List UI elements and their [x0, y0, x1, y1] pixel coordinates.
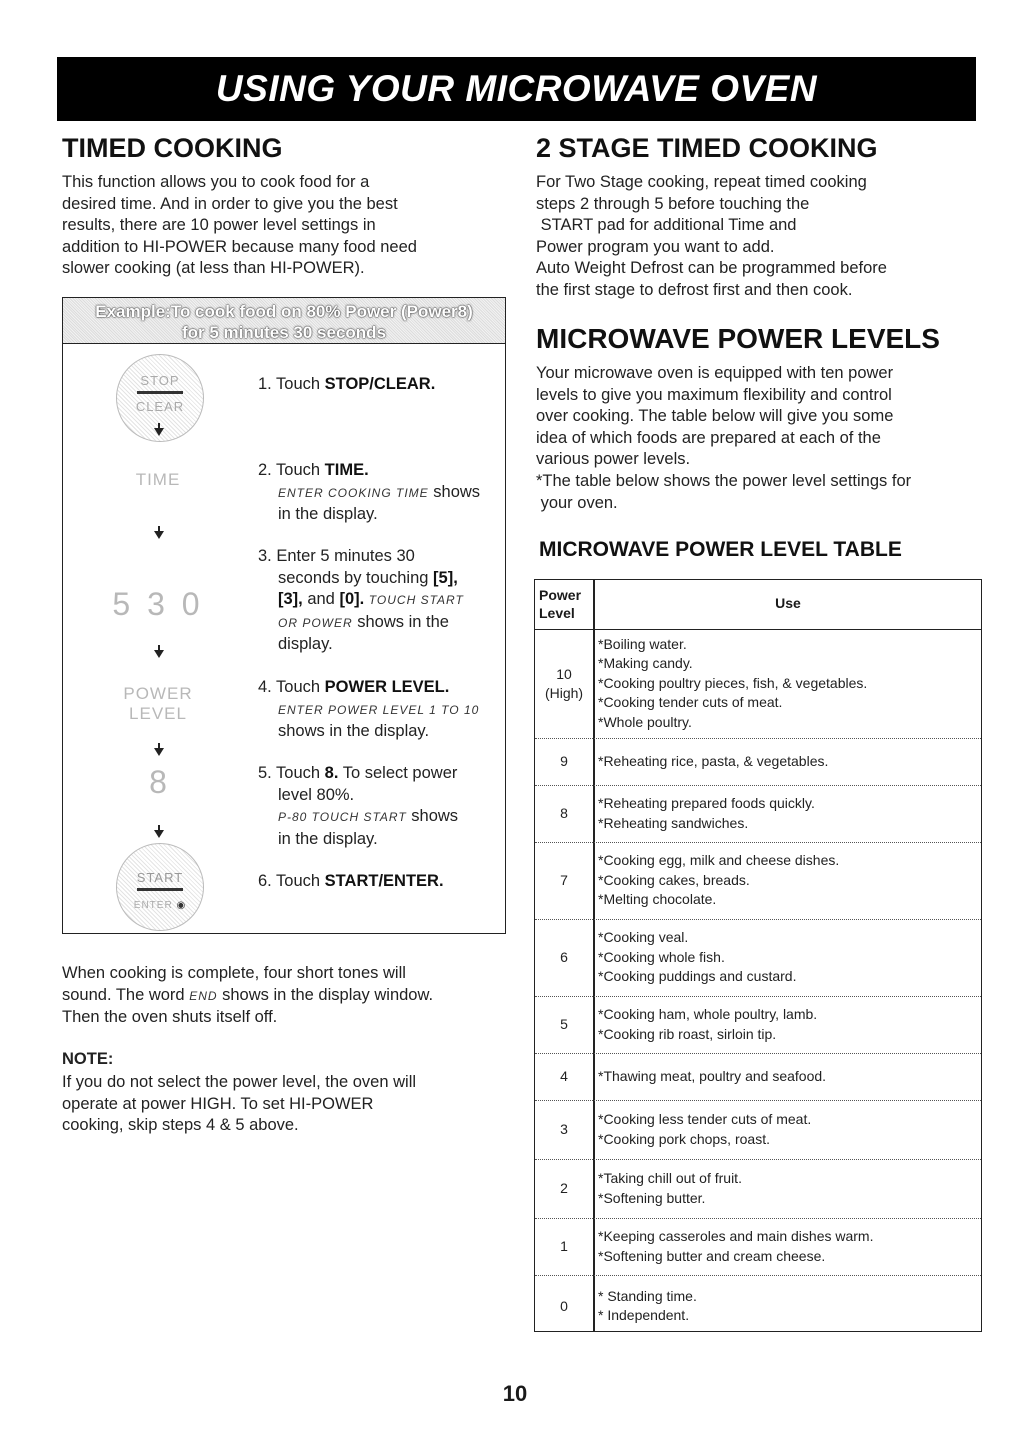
- power-level-cell: 5: [560, 1016, 568, 1032]
- use-line: *Reheating prepared foods quickly.: [598, 795, 815, 811]
- display-text: TOUCH START: [368, 593, 464, 608]
- use-cell: [598, 1110, 811, 1149]
- use-line: * Standing time.: [598, 1287, 697, 1304]
- power-level-cell: 2: [560, 1180, 568, 1196]
- down-arrow-icon: [154, 531, 164, 539]
- page-banner: USING YOUR MICROWAVE OVEN: [57, 57, 976, 121]
- table-row: [535, 842, 981, 920]
- table-header: [535, 580, 981, 630]
- power-table-title: MICROWAVE POWER LEVEL TABLE: [539, 538, 902, 561]
- use-line: *Cooking pork chops, roast.: [598, 1130, 770, 1147]
- use-line: *Thawing meat, poultry and seafood.: [598, 1067, 827, 1084]
- enter-label-wrap: [117, 900, 203, 911]
- use-line: *Cooking rib roast, sirloin tip.: [598, 1025, 777, 1042]
- digits-lcd: 5 3 0: [112, 586, 204, 622]
- power-levels-text: Your microwave oven is equipped with ten power levels to give you maximum flexibility and control over cooking. The table below will give you some idea of which foods are prepared at each of the various power levels. *The table below shows the power level settings for your oven.: [536, 364, 912, 512]
- use-cell: [598, 1169, 742, 1208]
- use-line: *Reheating rice, pasta, & vegetables.: [598, 752, 829, 769]
- table-row: [535, 738, 981, 786]
- table-row: [535, 919, 981, 997]
- use-line: *Cooking egg, milk and cheese dishes.: [598, 852, 840, 869]
- use-line: *Softening butter and cream cheese.: [598, 1247, 826, 1264]
- note-label: NOTE:: [62, 1050, 114, 1068]
- power-level-table: [534, 579, 982, 1332]
- use-line: *Making candy.: [598, 655, 693, 672]
- use-cell: [598, 1005, 817, 1044]
- enter-label: ENTER: [133, 900, 173, 911]
- step-1: 1. Touch STOP/CLEAR.: [258, 375, 436, 393]
- table-row: [535, 785, 981, 843]
- table-row: [535, 1275, 981, 1337]
- example-line: for 5 minutes 30 seconds: [181, 323, 387, 342]
- step-3: 3. Enter 5 minutes 30 seconds by touching [5], [3], and [0]. TOUCH START OR POWER shows in the display.: [258, 547, 464, 654]
- table-row: [535, 1218, 981, 1276]
- use-line: *Cooking cakes, breads.: [598, 871, 750, 888]
- header-power-level: Power Level: [539, 587, 582, 621]
- timed-cooking-intro: [62, 172, 502, 280]
- use-cell: [598, 1287, 697, 1326]
- table-row: [535, 1159, 981, 1219]
- use-cell: [598, 851, 839, 910]
- use-line: *Keeping casseroles and main dishes warm.: [598, 1228, 874, 1244]
- table-row: [535, 629, 981, 739]
- down-arrow-icon: [154, 748, 164, 756]
- use-cell: [598, 1067, 826, 1087]
- intro-line: desired time. And in order to give you the best: [62, 194, 398, 213]
- down-arrow-icon: [154, 830, 164, 838]
- lock-icon: ◉: [176, 900, 187, 911]
- use-line: *Whole poultry.: [598, 713, 692, 730]
- start-label: START: [136, 870, 184, 885]
- use-cell: [598, 752, 828, 772]
- use-line: *Boiling water.: [598, 635, 687, 652]
- intro-line: slower cooking (at less than HI-POWER).: [62, 259, 365, 278]
- table-row: [535, 1100, 981, 1160]
- start-enter-button: [116, 843, 204, 931]
- page-number: 10: [502, 1381, 528, 1406]
- use-cell: [598, 635, 867, 733]
- button-bar: [137, 888, 183, 891]
- use-line: *Reheating sandwiches.: [598, 814, 749, 831]
- use-cell: [598, 928, 796, 987]
- completion-text: When cooking is complete, four short tones will sound. The word END shows in the display window. Then the oven shuts itself off.: [62, 964, 434, 1027]
- power-levels-title: MICROWAVE POWER LEVELS: [536, 323, 940, 354]
- power-level-cell: 10 (High): [544, 665, 584, 701]
- use-line: *Taking chill out of fruit.: [598, 1170, 742, 1186]
- display-text: OR POWER: [278, 615, 353, 630]
- note-text: If you do not select the power level, the oven will operate at power HIGH. To set HI-POWER cooking, skip steps 4 & 5 above.: [62, 1073, 417, 1135]
- power-level-cell: 3: [560, 1121, 568, 1137]
- step-4: 4. Touch POWER LEVEL. ENTER POWER LEVEL 1 TO 10 shows in the display.: [258, 678, 480, 741]
- example-line: Example:To cook food on 80% Power (Power8): [95, 302, 473, 321]
- example-header: [63, 298, 505, 344]
- use-line: *Softening butter.: [598, 1189, 706, 1206]
- use-line: *Cooking poultry pieces, fish, & vegetables.: [598, 674, 868, 691]
- power-level-cell: 1: [560, 1238, 568, 1254]
- use-line: *Cooking whole fish.: [598, 948, 725, 965]
- use-line: *Melting chocolate.: [598, 891, 717, 908]
- use-line: *Cooking ham, whole poultry, lamb.: [598, 1006, 818, 1022]
- time-lcd: TIME: [135, 470, 181, 489]
- power-lcd-line: POWER: [123, 684, 193, 703]
- power-level-cell: 0: [560, 1297, 568, 1314]
- power-level-cell: 8: [560, 805, 568, 821]
- use-line: *Cooking puddings and custard.: [598, 968, 797, 985]
- table-row: [535, 996, 981, 1054]
- power-level-cell: 9: [560, 753, 568, 769]
- use-line: *Cooking veal.: [598, 929, 689, 946]
- use-cell: [598, 794, 815, 833]
- header-use: Use: [775, 595, 801, 611]
- button-bar: [137, 391, 183, 394]
- intro-line: addition to HI-POWER because many food need: [62, 237, 417, 256]
- display-text: ENTER COOKING TIME: [278, 485, 429, 500]
- use-line: *Cooking less tender cuts of meat.: [598, 1111, 812, 1127]
- power-level-cell: 4: [560, 1068, 568, 1084]
- power-lcd-line: LEVEL: [129, 704, 187, 723]
- step-2: 2. Touch TIME. ENTER COOKING TIME shows in the display.: [258, 461, 481, 524]
- display-text: P-80 TOUCH START: [278, 810, 407, 825]
- step-6: 6. Touch START/ENTER.: [258, 872, 444, 890]
- intro-line: This function allows you to cook food for a: [62, 173, 370, 191]
- use-line: * Independent.: [598, 1307, 690, 1323]
- power-level-cell: 6: [560, 949, 568, 965]
- down-arrow-icon: [154, 428, 164, 436]
- power-level-lcd: [103, 684, 213, 724]
- down-arrow-icon: [154, 650, 164, 658]
- display-text: ENTER POWER LEVEL 1 TO 10: [278, 702, 480, 717]
- two-stage-text: For Two Stage cooking, repeat timed cooking steps 2 through 5 before touching the START pad for additional Time and Power program you want to add. Auto Weight Defrost can be programmed before the first stage to defrost first and then cook.: [536, 173, 887, 299]
- eight-lcd: 8: [149, 764, 167, 800]
- display-text: END: [189, 988, 218, 1003]
- two-stage-title: 2 STAGE TIMED COOKING: [536, 133, 878, 163]
- table-row: [535, 1053, 981, 1101]
- step-5: 5. Touch 8. To select power level 80%. P-80 TOUCH START shows in the display.: [258, 764, 459, 848]
- use-line: *Cooking tender cuts of meat.: [598, 694, 783, 711]
- use-cell: [598, 1227, 873, 1266]
- intro-line: results, there are 10 power level settings in: [62, 216, 376, 235]
- timed-cooking-title: TIMED COOKING: [62, 133, 283, 163]
- clear-label: CLEAR: [135, 399, 185, 414]
- stop-label: STOP: [140, 373, 180, 388]
- power-level-cell: 7: [560, 872, 568, 888]
